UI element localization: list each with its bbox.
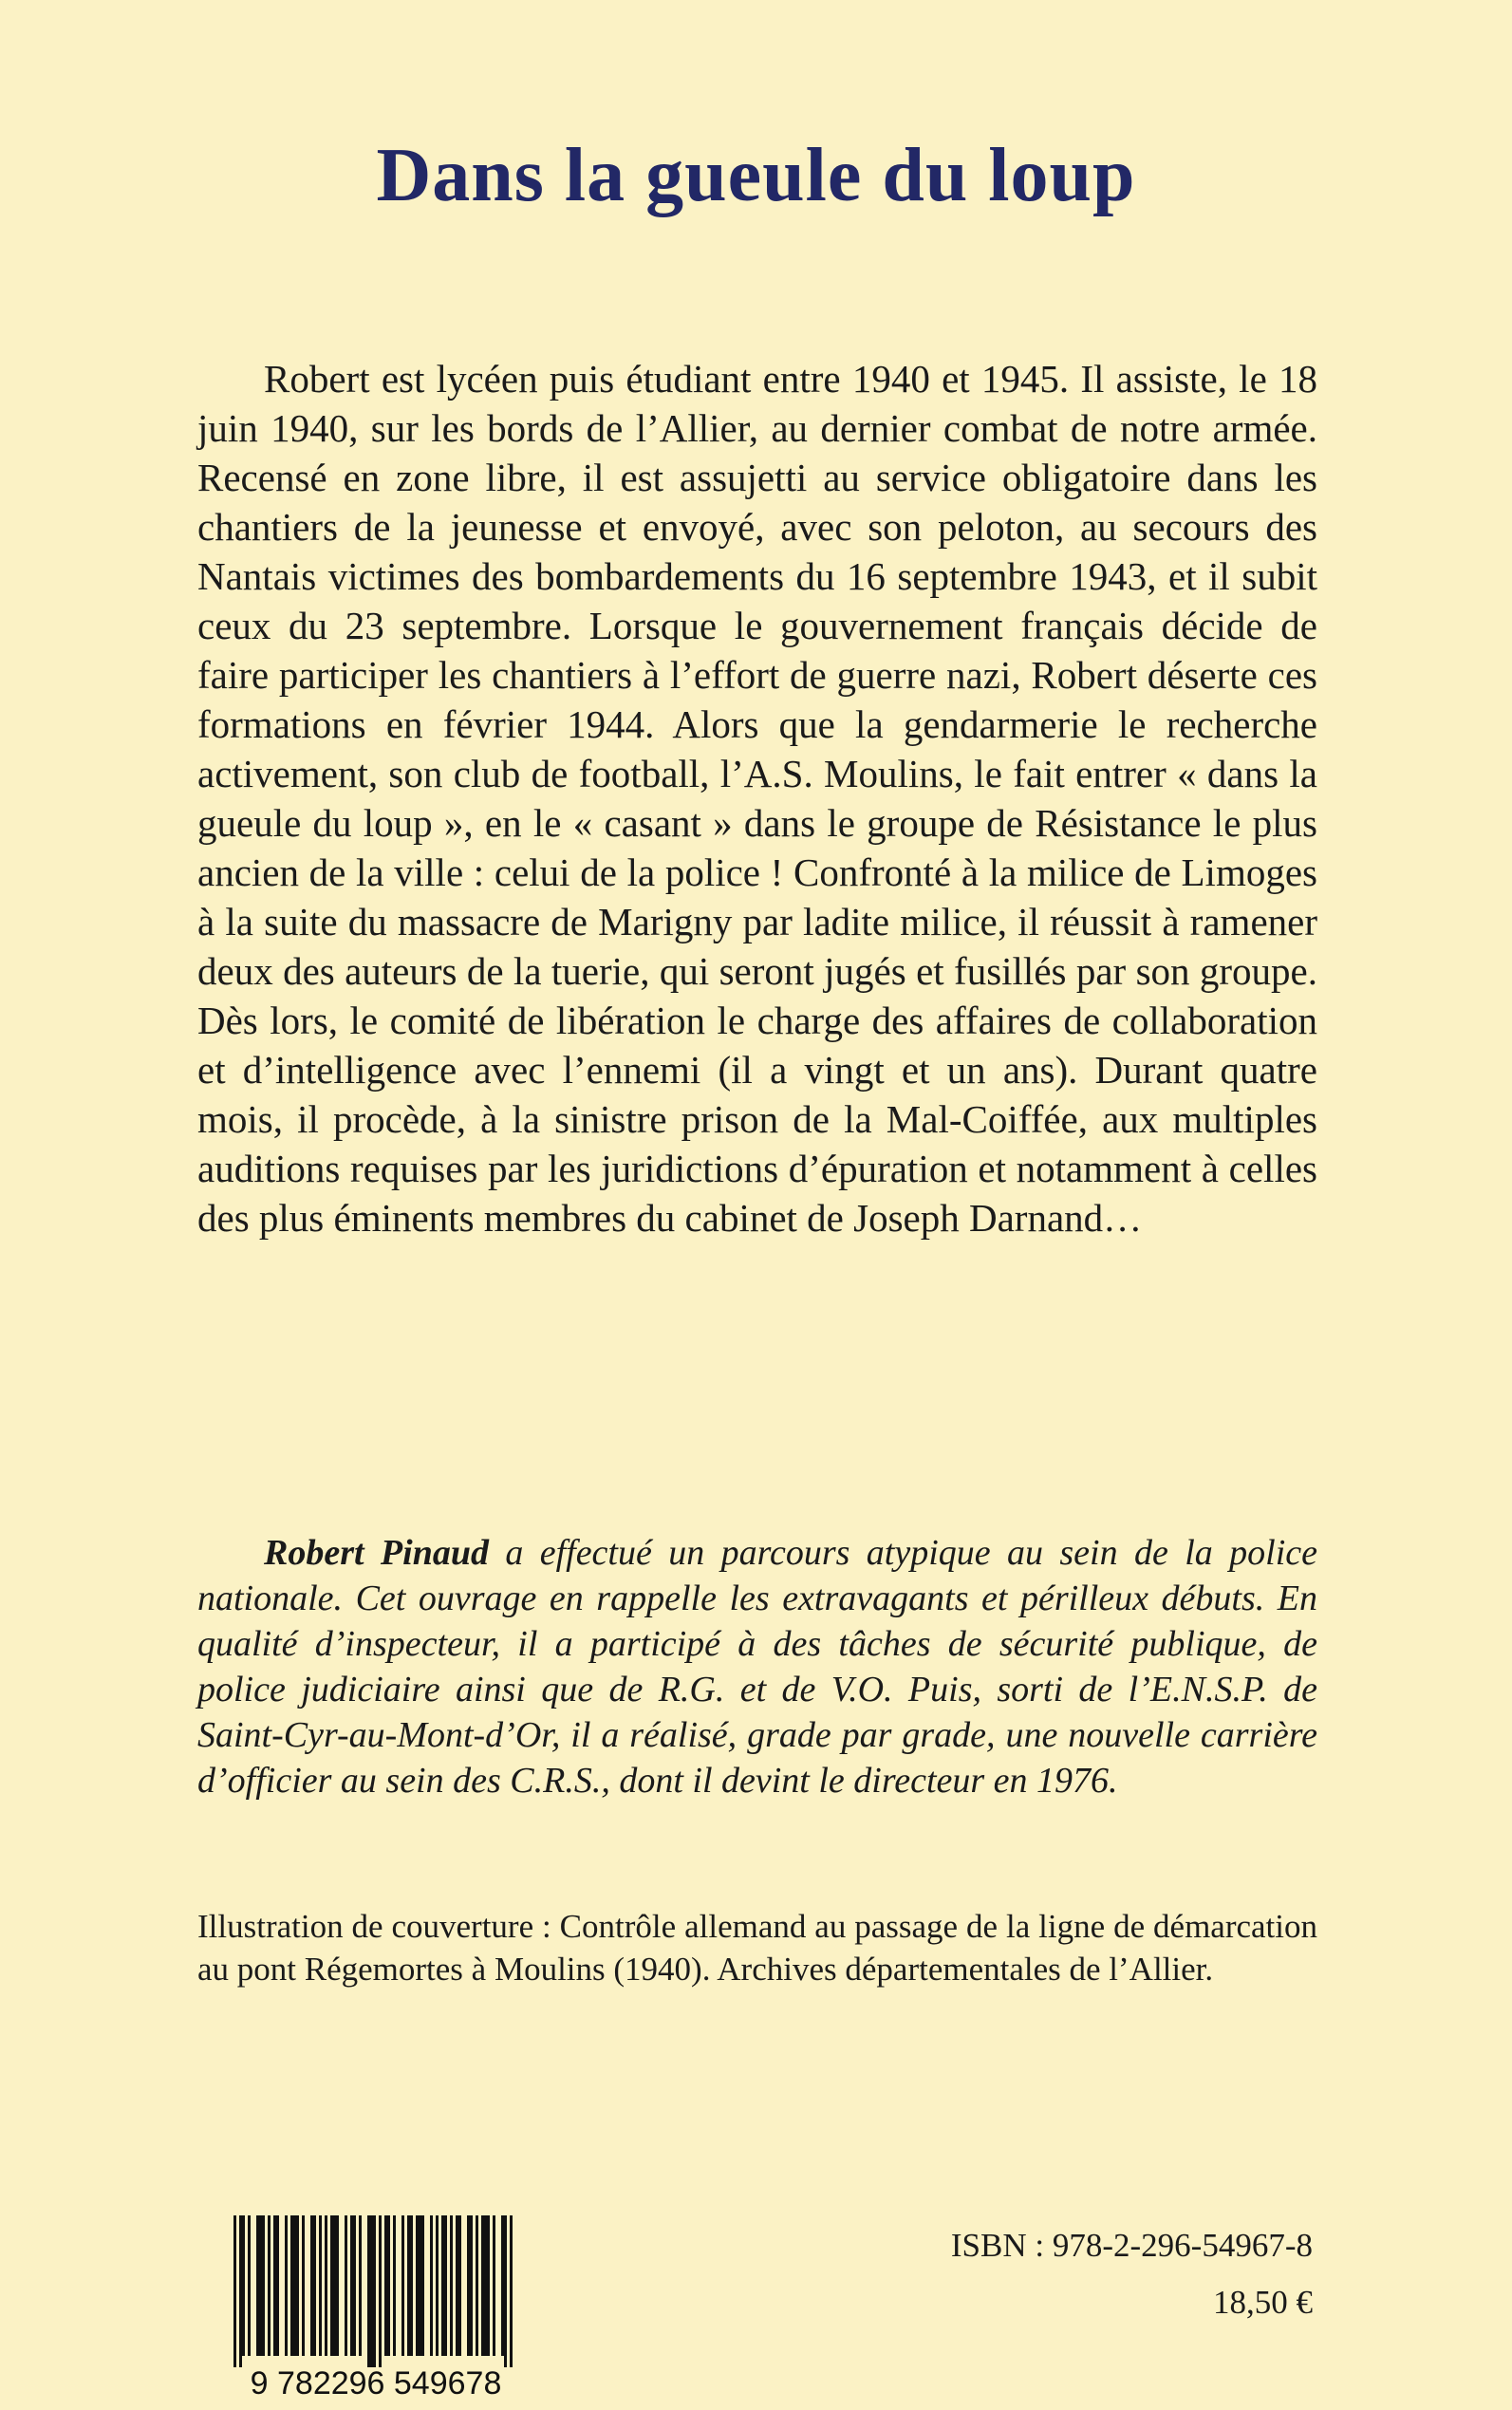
author-name: Robert Pinaud xyxy=(264,1533,489,1573)
barcode-bar xyxy=(353,2215,356,2356)
barcode-bar xyxy=(242,2215,245,2356)
barcode-bar xyxy=(262,2215,265,2356)
barcode-bar xyxy=(501,2215,504,2356)
barcode-bar xyxy=(430,2215,433,2356)
barcode-bar xyxy=(273,2215,276,2356)
barcode-bar xyxy=(444,2215,447,2356)
barcode-bar xyxy=(367,2215,370,2367)
book-title: Dans la gueule du loup xyxy=(376,134,1136,217)
barcode-bar xyxy=(470,2215,473,2356)
barcode-bar xyxy=(296,2215,299,2356)
barcode-bar xyxy=(387,2215,390,2356)
barcode-bar xyxy=(293,2215,296,2356)
barcode-bar xyxy=(330,2215,333,2356)
summary-paragraph: Robert est lycéen puis étudiant entre 1940 et 1945. Il assiste, le 18 juin 1940, sur les bords de l’Allier, au dernier combat de notre armée. Recensé en zone libre, il est assujetti au service obligatoire dans les chantiers de la jeunesse et envoyé, avec son peloton, au secours des Nantais victimes des bombardements du 16 septembre 1943, et il subit ceux du 23 septembre. Lorsque le gouvernement français décide de faire participer les chantiers à l’effort de guerre nazi, Robert déserte ces formations en février 1944. Alors que la gendarmerie le recherche activement, son club de football, l’A.S. Moulins, le fait entrer « dans la gueule du loup », en le « casant » dans le groupe de Résistance le plus ancien de la ville : celui de la police ! Confronté à la milice de Limoges à la suite du massacre de Marigny par ladite milice, il réussit à ramener deux des auteurs de la tuerie, qui seront jugés et fusillés par son groupe. Dès lors, le comité de libération le charge des affaires de collaboration et d’intelligence avec l’ennemi (il a vingt et un ans). Durant quatre mois, il procède, à la sinistre prison de la Mal-Coiffée, aux multiples auditions requises par les juridictions d’épuration et notamment à celles des plus éminents membres du cabinet de Joseph Darnand… xyxy=(197,357,1317,1240)
author-bio xyxy=(197,1530,1317,1803)
barcode-bar xyxy=(373,2215,376,2367)
barcode-bar xyxy=(336,2215,339,2356)
barcode-bar xyxy=(319,2215,322,2356)
isbn: ISBN : 978-2-296-54967-8 xyxy=(950,2227,1313,2264)
barcode-bar xyxy=(493,2215,495,2356)
barcode-bar xyxy=(248,2215,251,2356)
barcode-bar xyxy=(302,2215,305,2356)
barcode-bar xyxy=(276,2215,279,2356)
barcode-bar xyxy=(290,2215,293,2356)
barcode-bar xyxy=(256,2215,259,2356)
barcode-bar xyxy=(345,2215,347,2356)
barcode-bar xyxy=(313,2215,316,2356)
barcode-bar xyxy=(467,2215,470,2356)
barcode-bar xyxy=(421,2215,424,2356)
barcode-bar xyxy=(325,2215,327,2356)
barcode-bar xyxy=(259,2215,262,2356)
barcode-bar xyxy=(384,2215,387,2356)
barcode-bar xyxy=(436,2215,439,2356)
barcode-bar xyxy=(393,2215,396,2356)
barcode-bar xyxy=(239,2215,242,2367)
barcode-bar xyxy=(456,2215,458,2356)
barcode-bar xyxy=(379,2215,382,2367)
cover-illustration-credit: Illustration de couverture : Contrôle allemand au passage de la ligne de démarcation au pont Régemortes à Moulins (1940). Archives départementales de l’Allier. xyxy=(197,1908,1317,1988)
barcode-graphic xyxy=(196,2212,556,2401)
barcode-bar xyxy=(510,2215,513,2367)
barcode-bar xyxy=(333,2215,336,2356)
barcode-bar xyxy=(401,2215,404,2356)
author-bio-text: a effectué un parcours atypique au sein de la police nationale. Cet ouvrage en rappelle les extravagants et périlleux débuts. En qualité d’inspecteur, il a participé à des tâches de sécurité publique, de police judiciaire ainsi que de R.G. et de V.O. Puis, sorti de l’E.N.S.P. de Saint-Cyr-au-Mont-d’Or, il a réalisé, grade par grade, une nouvelle carrière d’officier au sein des C.R.S., dont il devint le directeur en 1976. xyxy=(197,1533,1317,1801)
barcode-bar xyxy=(504,2215,507,2367)
barcode-bar xyxy=(419,2215,421,2356)
barcode-bar xyxy=(484,2215,487,2356)
barcode-bar xyxy=(450,2215,453,2356)
barcode-bar xyxy=(476,2215,478,2356)
barcode-bar xyxy=(481,2215,484,2356)
barcode-digits: 9 782296 549678 xyxy=(250,2365,502,2401)
barcode-bar xyxy=(410,2215,413,2356)
barcode-bar xyxy=(487,2215,490,2356)
barcode xyxy=(196,2212,556,2401)
barcode-bar xyxy=(458,2215,461,2356)
barcode-bar xyxy=(233,2215,236,2367)
barcode-bar xyxy=(416,2215,419,2356)
barcode-bar xyxy=(350,2215,353,2356)
barcode-bar xyxy=(370,2215,373,2367)
barcode-bar xyxy=(310,2215,313,2356)
barcode-bar xyxy=(359,2215,362,2356)
barcode-bar xyxy=(285,2215,288,2356)
barcode-bar xyxy=(268,2215,271,2356)
barcode-bar xyxy=(407,2215,410,2356)
barcode-bar xyxy=(441,2215,444,2356)
price: 18,50 € xyxy=(1213,2284,1313,2321)
